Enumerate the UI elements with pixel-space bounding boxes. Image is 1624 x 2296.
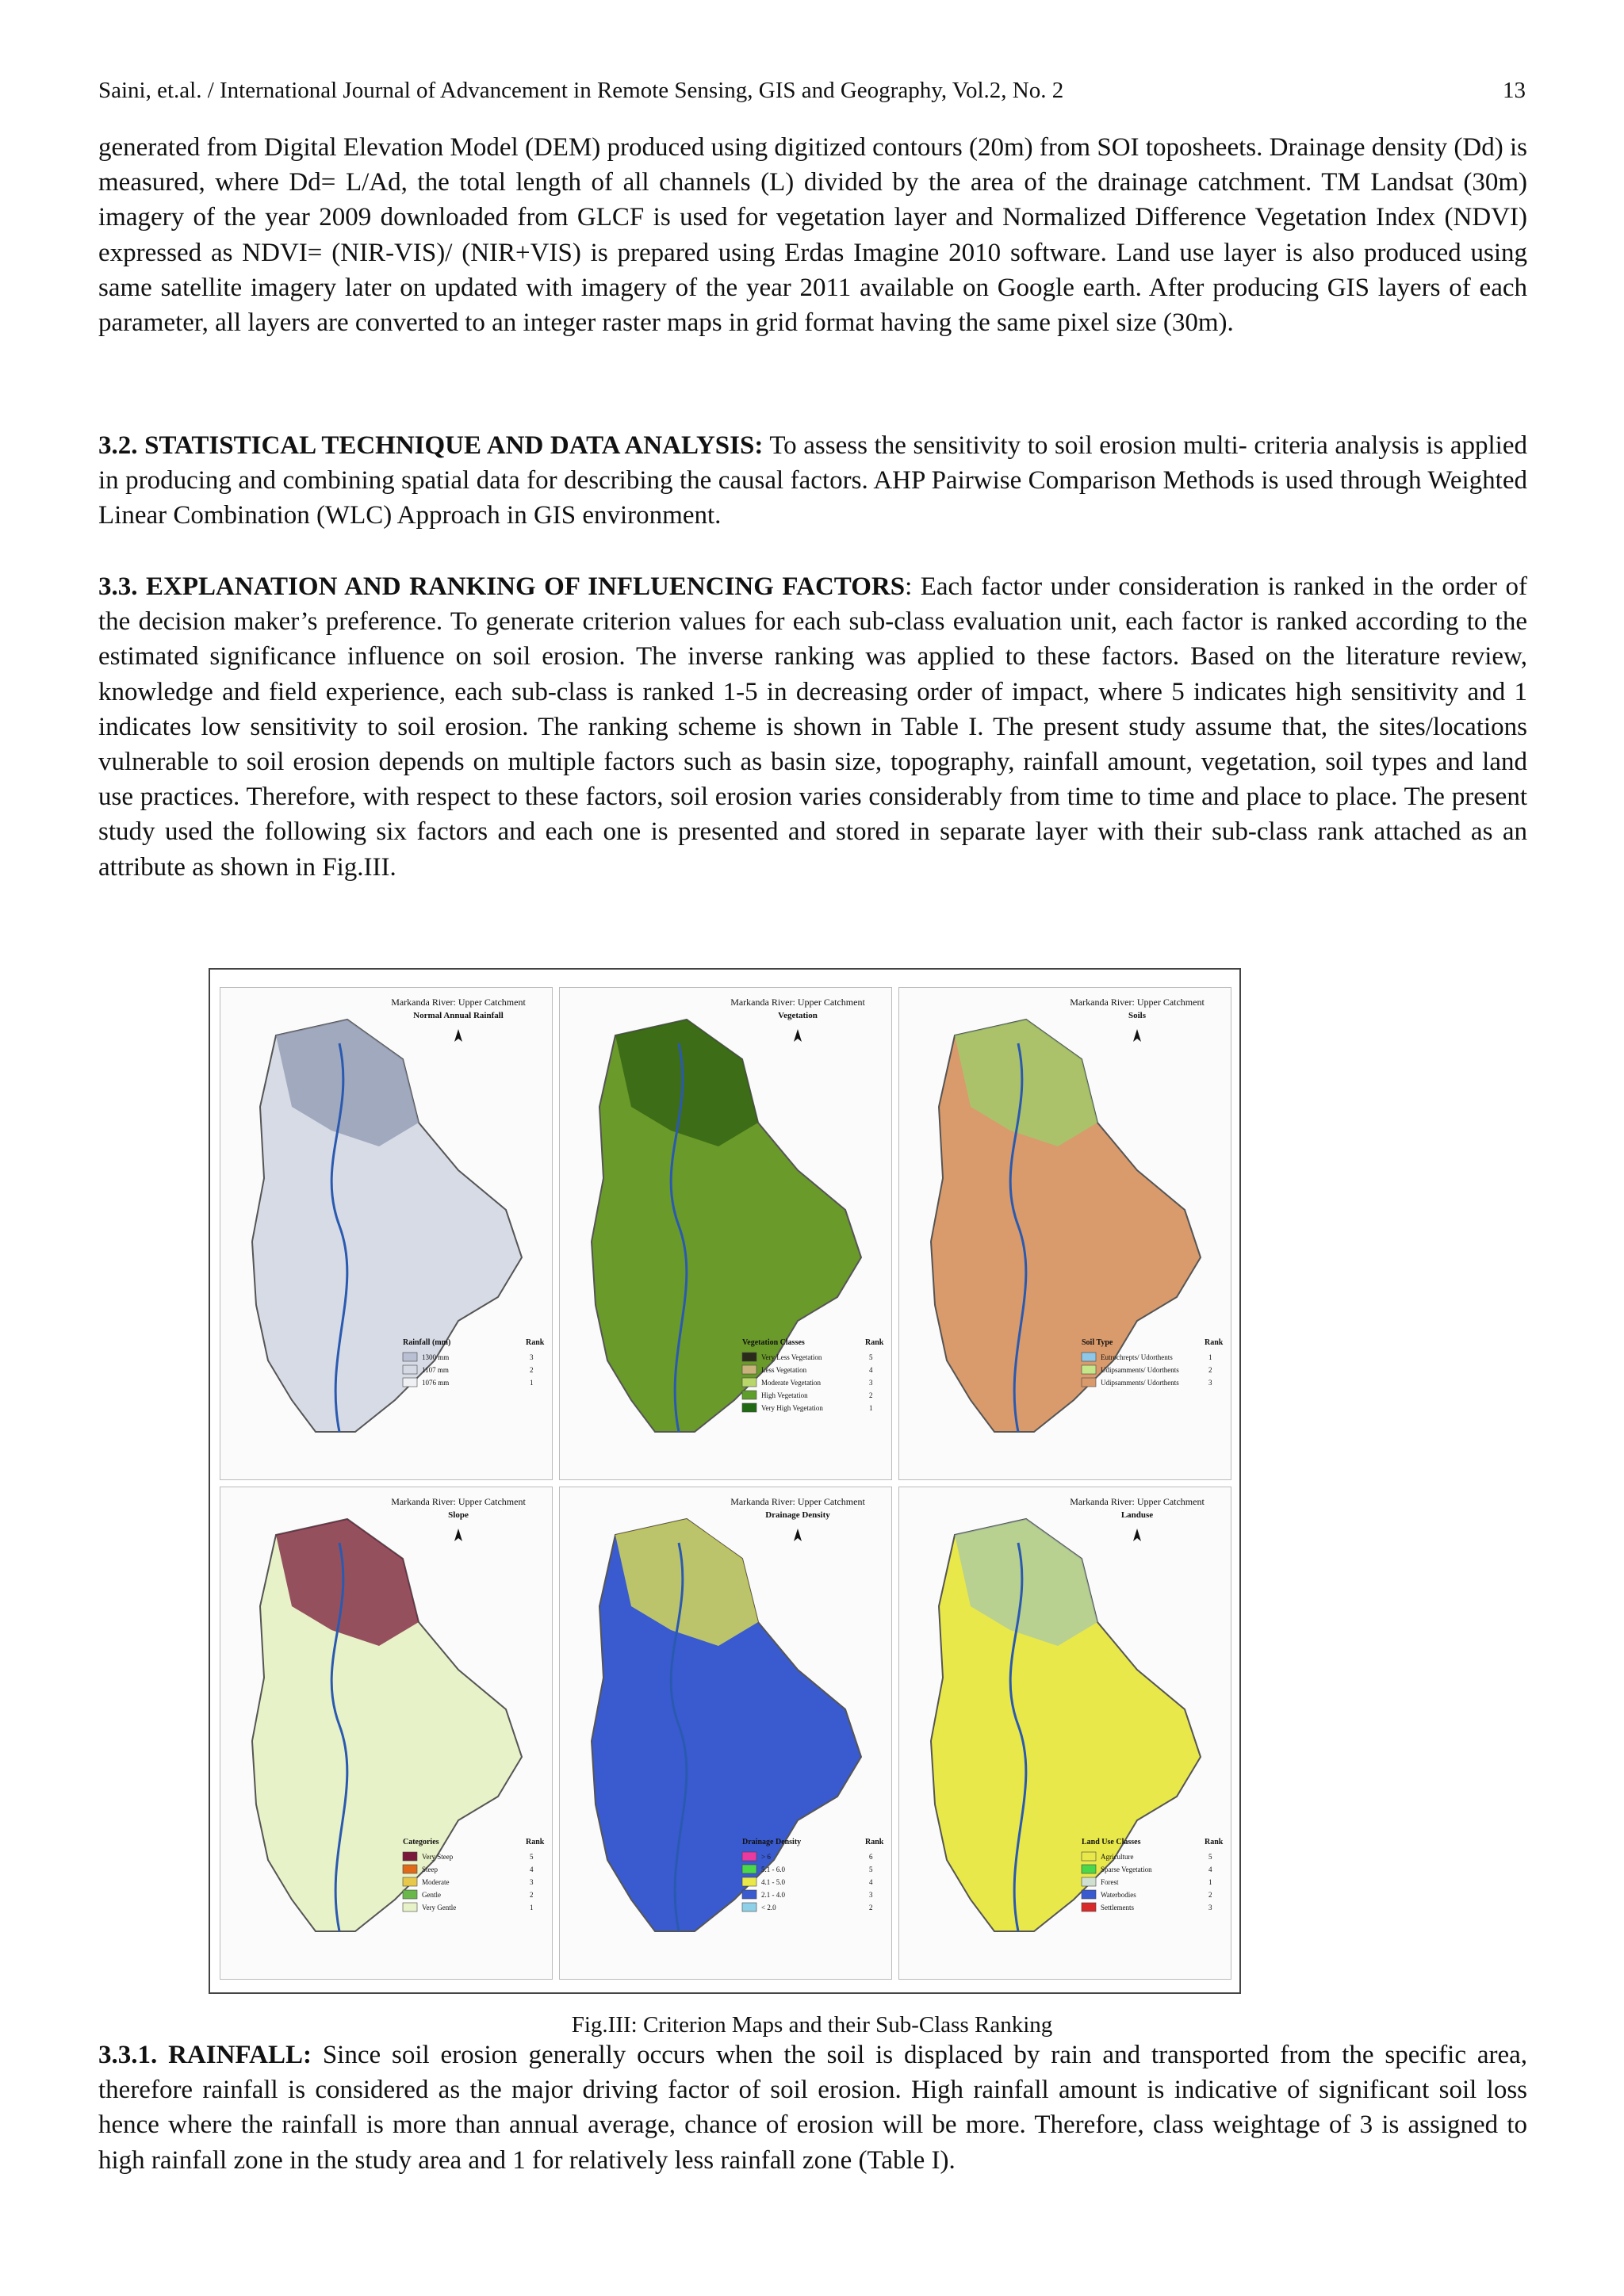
legend-label: Eutrochrepts/ Udorthents (1101, 1353, 1173, 1361)
legend-rank: 3 (530, 1353, 534, 1361)
legend-swatch (403, 1365, 417, 1374)
legend-rank: 3 (530, 1878, 534, 1886)
map-panel (898, 987, 1231, 1480)
page-number: 13 (1503, 78, 1526, 103)
map-panel (220, 987, 553, 1480)
north-arrow-icon (454, 1029, 462, 1042)
legend-rank-header: Rank (1205, 1338, 1224, 1347)
legend-swatch (403, 1903, 417, 1911)
legend-label: 1300 mm (422, 1353, 450, 1361)
legend-label: Very Steep (422, 1853, 454, 1861)
legend-rank-header: Rank (526, 1838, 545, 1846)
legend-swatch (1082, 1903, 1096, 1911)
map-subtitle: Drainage Density (765, 1510, 830, 1520)
legend-rank: 2 (530, 1891, 534, 1899)
legend-swatch (403, 1890, 417, 1899)
legend-rank: 4 (869, 1366, 873, 1374)
section-3-3-1-heading: 3.3.1. RAINFALL: (98, 2041, 312, 2069)
section-3-3-body: : Each factor under consideration is ranked in the order of the decision maker’s preference. To generate criterion values for each sub-class evaluation unit, each factor is ranked according to the estimated significance influence on soil erosion. The inverse ranking was applied to these factors. Based on the literature review, knowledge and field experience, each sub-class is ranked 1-5 in decreasing order of impact, where 5 indicates high sensitivity and 1 indicates low sensitivity to soil erosion. The ranking scheme is shown in Table I. The present study assume that, the sites/locations vulnerable to soil erosion depends on multiple factors such as basin size, topography, rainfall amount, vegetation, soil types and land use practices. Therefore, with respect to these factors, soil erosion varies considerably from time to time and place to place. The present study used the following six factors and each one is presented and stored in separate layer with their sub-class rank attached as an attribute as shown in Fig.III. (98, 572, 1527, 882)
legend-swatch (742, 1852, 756, 1861)
map-title: Markanda River: Upper Catchment (1070, 1496, 1205, 1507)
legend-label: Settlements (1101, 1904, 1134, 1911)
legend-rank-header: Rank (1205, 1838, 1224, 1846)
legend-rank-header: Rank (526, 1338, 545, 1347)
legend-title: Soil Type (1082, 1338, 1113, 1347)
legend-label: < 2.0 (761, 1904, 776, 1911)
legend-label: 1076 mm (422, 1379, 450, 1387)
map-panel (898, 1487, 1231, 1980)
map-panel (559, 987, 892, 1480)
legend-rank: 2 (869, 1391, 873, 1399)
legend-rank: 2 (530, 1366, 534, 1374)
legend-rank: 6 (869, 1853, 873, 1861)
legend-swatch (1082, 1378, 1096, 1387)
legend-swatch (742, 1403, 756, 1412)
legend-label: Forest (1101, 1878, 1119, 1886)
north-arrow-icon (1133, 1029, 1141, 1042)
legend-label: Waterbodies (1101, 1891, 1136, 1899)
legend-rank: 5 (869, 1866, 873, 1873)
section-3-2-body: To assess the sensitivity to soil erosion multi- criteria analysis is applied in producing and combining spatial data for describing the causal factors. AHP Pairwise Comparison Methods is used through Weighted Linear Combination (WLC) Approach in GIS environment. (98, 431, 1528, 530)
legend-rank: 1 (1208, 1878, 1212, 1886)
map-title: Markanda River: Upper Catchment (730, 997, 865, 1008)
legend-swatch (742, 1865, 756, 1873)
map-title: Markanda River: Upper Catchment (730, 1496, 865, 1507)
legend-rank: 5 (869, 1353, 873, 1361)
map-svg (899, 1487, 1231, 1979)
figure-caption: Fig.III: Criterion Maps and their Sub-Class Ranking (571, 2012, 1053, 2038)
legend-swatch (403, 1865, 417, 1873)
map-panel (220, 1487, 553, 1980)
legend-label: Very High Vegetation (761, 1404, 823, 1412)
legend-label: Udipsamments/ Udorthents (1101, 1379, 1179, 1387)
legend-swatch (403, 1852, 417, 1861)
legend-swatch (742, 1877, 756, 1886)
legend-label: 5.1 - 6.0 (761, 1866, 785, 1873)
legend-label: > 6 (761, 1853, 771, 1861)
map-subtitle: Soils (1128, 1011, 1147, 1020)
legend-swatch (1082, 1865, 1096, 1873)
legend-swatch (403, 1378, 417, 1387)
map-svg (899, 988, 1231, 1479)
legend-rank: 3 (869, 1891, 873, 1899)
north-arrow-icon (1133, 1529, 1141, 1541)
legend-swatch (742, 1353, 756, 1361)
legend-rank: 5 (1208, 1853, 1212, 1861)
legend-rank: 4 (530, 1866, 534, 1873)
legend-rank: 2 (1208, 1891, 1212, 1899)
legend-label: High Vegetation (761, 1391, 808, 1399)
legend-title: Categories (403, 1838, 439, 1846)
legend-rank: 2 (869, 1904, 873, 1911)
map-subtitle: Normal Annual Rainfall (413, 1011, 504, 1020)
legend-label: Less Vegetation (761, 1366, 807, 1374)
legend-swatch (403, 1877, 417, 1886)
legend-rank: 3 (869, 1379, 873, 1387)
legend-rank: 1 (530, 1379, 534, 1387)
legend-rank-header: Rank (865, 1838, 884, 1846)
north-arrow-icon (454, 1529, 462, 1541)
legend-title: Land Use Classes (1082, 1838, 1141, 1846)
legend-swatch (742, 1378, 756, 1387)
map-subtitle: Slope (448, 1510, 469, 1520)
legend-label: Moderate (422, 1878, 450, 1886)
running-header (98, 78, 1526, 104)
legend-label: Very Less Vegetation (761, 1353, 822, 1361)
map-svg (560, 1487, 891, 1979)
section-3-3-1-body: Since soil erosion generally occurs when the soil is displaced by rain and transported from the specific area, therefore rainfall is considered as the major driving factor of soil erosion. High rainfall amount is indicative of significant soil loss hence where the rainfall is more than annual average, chance of erosion will be more. Therefore, class weightage of 3 is assigned to high rainfall zone in the study area and 1 for relatively less rainfall zone (Table I). (98, 2041, 1527, 2175)
legend-title: Drainage Density (742, 1838, 802, 1846)
legend-title: Vegetation Classes (742, 1338, 805, 1347)
map-svg (220, 988, 552, 1479)
legend-swatch (742, 1365, 756, 1374)
legend-swatch (1082, 1890, 1096, 1899)
legend-swatch (742, 1903, 756, 1911)
section-3-3 (98, 569, 1527, 885)
legend-label: 1107 mm (422, 1366, 449, 1374)
legend-rank: 1 (530, 1904, 534, 1911)
legend-label: Udipsamments/ Udorthents (1101, 1366, 1179, 1374)
legend-title: Rainfall (mm) (403, 1338, 451, 1347)
map-svg (220, 1487, 552, 1979)
legend-rank: 3 (1208, 1904, 1212, 1911)
legend-swatch (1082, 1852, 1096, 1861)
legend-label: Gentle (422, 1891, 441, 1899)
north-arrow-icon (794, 1529, 802, 1541)
legend-swatch (742, 1391, 756, 1399)
legend-swatch (742, 1890, 756, 1899)
legend-rank: 3 (1208, 1379, 1212, 1387)
legend-swatch (1082, 1877, 1096, 1886)
criterion-maps-figure (209, 968, 1241, 1994)
legend-swatch (1082, 1365, 1096, 1374)
legend-swatch (403, 1353, 417, 1361)
section-3-3-heading: 3.3. EXPLANATION AND RANKING OF INFLUENCING FACTORS (98, 572, 906, 601)
map-panel (559, 1487, 892, 1980)
legend-rank: 4 (1208, 1866, 1212, 1873)
legend-rank: 5 (530, 1853, 534, 1861)
legend-label: Sparse Vegetation (1101, 1866, 1152, 1873)
legend-label: 4.1 - 5.0 (761, 1878, 785, 1886)
legend-rank: 1 (1208, 1353, 1212, 1361)
running-title: Saini, et.al. / International Journal of Advancement in Remote Sensing, GIS and Geography, Vol.2, No. 2 (98, 78, 1064, 103)
map-title: Markanda River: Upper Catchment (1070, 997, 1205, 1008)
legend-label: Agriculture (1101, 1853, 1134, 1861)
section-3-3-1 (98, 2038, 1527, 2178)
paragraph-intro: generated from Digital Elevation Model (DEM) produced using digitized contours (20m) from SOI toposheets. Drainage density (Dd) is measured, where Dd= L/Ad, the total length of all channels (L) divided by the area of the drainage catchment. TM Landsat (30m) imagery of the year 2009 downloaded from GLCF is used for vegetation layer and Normalized Difference Vegetation Index (NDVI) expressed as NDVI= (NIR-VIS)/ (NIR+VIS) is prepared using Erdas Imagine 2010 software. Land use layer is also produced using same satellite imagery later on updated with imagery of the year 2011 available on Google earth. After producing GIS layers of each parameter, all layers are converted to an integer raster maps in grid format having the same pixel size (30m). (98, 133, 1527, 338)
map-svg (560, 988, 891, 1479)
section-3-2-heading: 3.2. STATISTICAL TECHNIQUE AND DATA ANALYSIS: (98, 431, 764, 460)
legend-label: 2.1 - 4.0 (761, 1891, 785, 1899)
legend-rank-header: Rank (865, 1338, 884, 1347)
legend-rank: 2 (1208, 1366, 1212, 1374)
map-title: Markanda River: Upper Catchment (391, 997, 526, 1008)
map-title: Markanda River: Upper Catchment (391, 1496, 526, 1507)
legend-label: Steep (422, 1866, 438, 1873)
map-subtitle: Landuse (1120, 1510, 1154, 1520)
legend-rank: 4 (869, 1878, 873, 1886)
legend-swatch (1082, 1353, 1096, 1361)
north-arrow-icon (794, 1029, 802, 1042)
legend-label: Moderate Vegetation (761, 1379, 822, 1387)
section-3-2 (98, 428, 1527, 534)
legend-label: Very Gentle (422, 1904, 457, 1911)
map-subtitle: Vegetation (778, 1011, 818, 1020)
legend-rank: 1 (869, 1404, 873, 1412)
